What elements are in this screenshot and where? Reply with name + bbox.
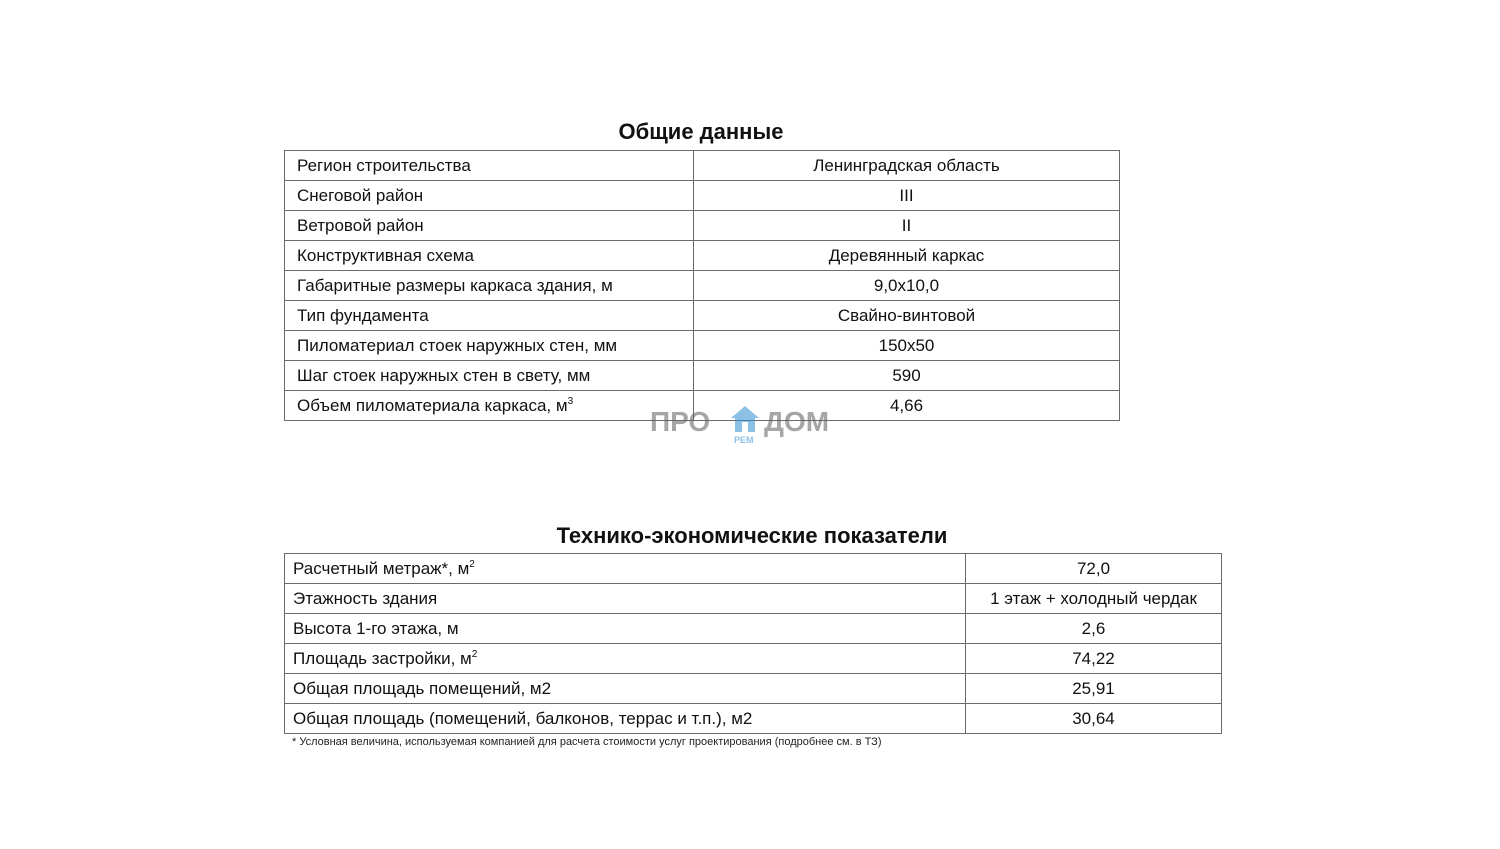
- row-value: 25,91: [966, 674, 1222, 704]
- row-label: Пиломатериал стоек наружных стен, мм: [285, 331, 694, 361]
- tech-indicators-title: Технико-экономические показатели: [556, 523, 948, 548]
- row-label: [285, 554, 966, 584]
- row-value: Деревянный каркас: [694, 241, 1120, 271]
- watermark-right-text: ДОМ: [764, 406, 830, 437]
- table-row: [285, 331, 1120, 361]
- row-label: Высота 1-го этажа, м: [285, 614, 966, 644]
- row-label: Общая площадь (помещений, балконов, террас и т.п.), м2: [285, 704, 966, 734]
- row-label: Габаритные размеры каркаса здания, м: [285, 271, 694, 301]
- row-label: Ветровой район: [285, 211, 694, 241]
- general-data-table: [284, 150, 1120, 421]
- table-row: [285, 361, 1120, 391]
- row-label-text: Объем пиломатериала каркаса, м: [297, 396, 568, 415]
- row-value: 30,64: [966, 704, 1222, 734]
- row-value: 74,22: [966, 644, 1222, 674]
- table-row: [285, 614, 1222, 644]
- unit-superscript: 3: [567, 396, 574, 407]
- row-value: III: [694, 181, 1120, 211]
- row-label: Общая площадь помещений, м2: [285, 674, 966, 704]
- row-value: Свайно-винтовой: [694, 301, 1120, 331]
- row-label: [285, 391, 694, 421]
- table-row: [285, 301, 1120, 331]
- row-label: Тип фундамента: [285, 301, 694, 331]
- unit-superscript: 2: [469, 559, 475, 570]
- table-row: [285, 704, 1222, 734]
- row-value: Ленинградская область: [694, 151, 1120, 181]
- row-value: 4,66: [694, 391, 1120, 421]
- table-row: [285, 271, 1120, 301]
- table-row: [285, 211, 1120, 241]
- footnote: * Условная величина, используемая компанией для расчета стоимости услуг проектирования (подробнее см. в ТЗ): [292, 736, 882, 748]
- row-label: Регион строительства: [285, 151, 694, 181]
- row-label: Снеговой район: [285, 181, 694, 211]
- row-value: 590: [694, 361, 1120, 391]
- row-label: [285, 644, 966, 674]
- table-row: [285, 554, 1222, 584]
- row-value: 150x50: [694, 331, 1120, 361]
- general-data-title: Общие данные: [618, 119, 784, 144]
- table-row: [285, 151, 1120, 181]
- row-value: 2,6: [966, 614, 1222, 644]
- row-label: Конструктивная схема: [285, 241, 694, 271]
- watermark-left-text: ПРО: [650, 406, 711, 437]
- row-label-text: Расчетный метраж*, м: [293, 559, 470, 578]
- tech-indicators-table: [284, 553, 1222, 734]
- row-value: II: [694, 211, 1120, 241]
- row-value: 9,0x10,0: [694, 271, 1120, 301]
- table-row: [285, 584, 1222, 614]
- pro-dom-watermark-logo: [650, 404, 850, 448]
- row-label: Этажность здания: [285, 584, 966, 614]
- row-label: Шаг стоек наружных стен в свету, мм: [285, 361, 694, 391]
- row-value: 72,0: [966, 554, 1222, 584]
- row-label-text: Площадь застройки, м: [293, 649, 472, 668]
- table-row: [285, 241, 1120, 271]
- house-icon: [729, 404, 761, 434]
- watermark-small-text: РЕМ: [734, 435, 754, 445]
- row-value: 1 этаж + холодный чердак: [966, 584, 1222, 614]
- table-row: [285, 644, 1222, 674]
- table-row: [285, 674, 1222, 704]
- unit-superscript: 2: [471, 649, 478, 660]
- table-row: [285, 181, 1120, 211]
